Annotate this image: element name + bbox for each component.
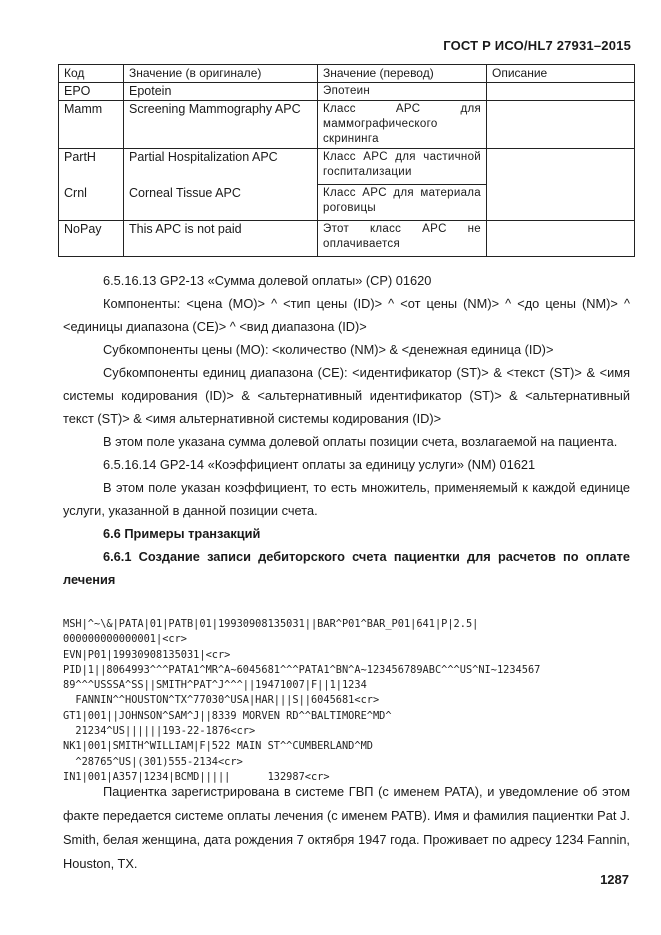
section-title: 6.6 Примеры транзакций <box>103 526 261 541</box>
original-cell: Screening Mammography APC <box>124 101 318 149</box>
closing-body <box>63 780 630 876</box>
section-body <box>63 269 630 591</box>
description-cell <box>487 101 635 149</box>
document-header: ГОСТ Р ИСО/HL7 27931–2015 <box>443 38 631 53</box>
section-title: 6.5.16.14 GP2-14 «Коэффициент оплаты за единицу услуги» (NM) 01621 <box>103 457 536 472</box>
description-cell <box>487 221 635 257</box>
hl7-message: MSH|^~\&|PATA|01|PATB|01|19930908135031||BAR^P01^BAR_P01|641|P|2.5| 000000000000001|<cr> EVN|P01|19930908135031|<cr> PID|1||8064993^^^PATA1^MR^A~6045681^^^PATA1^BN^A~123456789ABC^^^US^NI~1234567 89^^^USSSA^SS||SMITH^PAT^J^^^||19471007|F||1|1234 FANNIN^^HOUSTON^TX^77030^USA|HAR|||S||6045681<cr> GT1|001||JOHNSON^SAM^J||8339 MORVEN RD^^BALTIMORE^MD^ 21234^US||||||193-22-1876<cr> NK1|001|SMITH^WILLIAM|F|522 MAIN ST^^CUMBERLAND^MD ^28765^US|(301)555-2134<cr> IN1|001|A357|1234|BCMD||||| 132987<cr> <box>63 618 541 783</box>
code-cell: Mamm <box>59 101 124 149</box>
table-row <box>59 83 635 101</box>
table-row <box>59 101 635 149</box>
paragraph: Субкомпоненты цены (MO): <количество (NM)> & <денежная единица (ID)> <box>103 342 554 357</box>
translation-cell: Класс APC для частичной госпитализации <box>318 149 487 185</box>
column-header: Описание <box>487 65 635 83</box>
column-header: Значение (перевод) <box>318 65 487 83</box>
code-cell: PartH <box>59 149 124 185</box>
paragraph: Пациентка зарегистрирована в системе ГВП (с именем PATA), и уведомление об этом факте передается системе оплаты лечения (с именем PATB). Имя и фамилия пациентки Pat J. Smith, белая женщина, дата рождения 7 октября 1947 года. Проживает по адресу 1234 Fannin, Houston, TX. <box>63 784 630 871</box>
paragraph: Субкомпоненты единиц диапазона (CE): <идентификатор (ST)> & <текст (ST)> & <имя системы кодирования (ID)> & <альтернативный идентификатор (ST)> & <альтернативный текст (ST)> & <имя альтернативной системы кодирования (ID)> <box>63 365 630 426</box>
section-title: 6.6.1 Создание записи дебиторского счета пациентки для расчетов по оплате лечения <box>63 549 630 587</box>
page-number: 1287 <box>600 872 629 887</box>
section-title: 6.5.16.13 GP2-13 «Сумма долевой оплаты» (CP) 01620 <box>103 273 432 288</box>
translation-cell: Класс APC для маммографического скрининга <box>318 101 487 149</box>
paragraph: В этом поле указана сумма долевой оплаты позиции счета, возлагаемой на пациента. <box>103 434 618 449</box>
original-cell: Partial Hospitalization APC <box>124 149 318 185</box>
description-cell <box>487 83 635 101</box>
original-cell: Corneal Tissue APC <box>124 185 318 221</box>
paragraph: В этом поле указан коэффициент, то есть множитель, применяемый к каждой единице услуги, указанной в данной позиции счета. <box>63 480 630 518</box>
code-cell: EPO <box>59 83 124 101</box>
table-header-row <box>59 65 635 83</box>
original-cell: This APC is not paid <box>124 221 318 257</box>
column-header: Значение (в оригинале) <box>124 65 318 83</box>
translation-cell: Этот класс APC не оплачивается <box>318 221 487 257</box>
table-row <box>59 221 635 257</box>
code-table <box>58 64 635 257</box>
description-cell <box>487 185 635 221</box>
paragraph: Компоненты: <цена (MO)> ^ <тип цены (ID)> ^ <от цены (NM)> ^ <до цены (NM)> ^ <единицы диапазона (CE)> ^ <вид диапазона (ID)> <box>63 296 630 334</box>
table-row <box>59 149 635 185</box>
code-cell: NoPay <box>59 221 124 257</box>
table-row <box>59 185 635 221</box>
description-cell <box>487 149 635 185</box>
column-header: Код <box>59 65 124 83</box>
original-cell: Epotein <box>124 83 318 101</box>
code-cell: Crnl <box>59 185 124 221</box>
translation-cell: Класс APC для материала роговицы <box>318 185 487 221</box>
translation-cell: Эпотеин <box>318 83 487 101</box>
